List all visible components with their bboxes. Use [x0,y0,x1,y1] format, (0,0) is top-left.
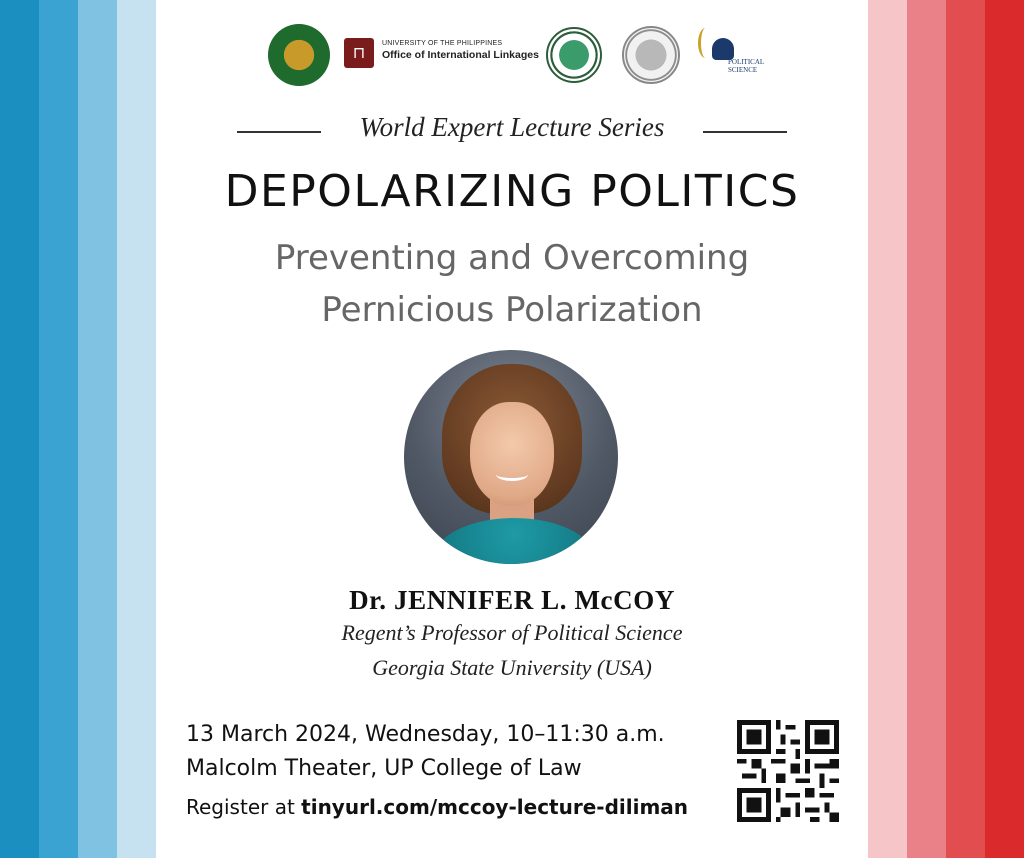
polsci-line2: SCIENCE [728,66,758,74]
speaker-affiliation: Georgia State University (USA) [372,655,652,680]
blue-stripe [0,0,39,858]
oil-unit-name: Office of International Linkages [382,49,539,61]
red-stripe [868,0,907,858]
blue-stripe [39,0,78,858]
qr-code-icon[interactable] [737,720,839,822]
subtitle-line: Pernicious Polarization [321,290,703,330]
speaker-photo [404,350,618,564]
register-label: Register at [186,795,302,819]
register-link[interactable]: tinyurl.com/mccoy-lecture-diliman [301,795,689,819]
photo-face [470,402,554,506]
series-heading [237,112,787,148]
oil-logo-icon: ⊓ [344,38,374,68]
divider [703,131,787,133]
red-stripe [907,0,946,858]
red-stripe [946,0,985,858]
laurel-icon [698,28,713,58]
oil-org-name: UNIVERSITY OF THE PHILIPPINES [382,40,503,47]
polsci-line1: POLITICAL [728,58,765,66]
blue-stripe [78,0,117,858]
photo-smile [496,468,528,481]
subtitle-line: Preventing and Overcoming [274,238,750,278]
register-line [186,795,688,819]
oil-logo-text [382,40,539,61]
photo-shirt [434,518,594,564]
event-datetime: 13 March 2024, Wednesday, 10–11:30 a.m. [186,722,665,747]
speaker-role: Regent’s Professor of Political Science [341,620,683,645]
university-seal-icon [268,24,330,86]
event-venue: Malcolm Theater, UP College of Law [186,756,582,781]
series-title: World Expert Lecture Series [359,112,665,142]
political-science-logo-icon [698,28,765,82]
green-seal-icon [546,27,602,83]
polsci-logo-text [728,58,764,74]
partner-logos [268,24,768,88]
blue-stripe [117,0,156,858]
subtitle [157,232,867,336]
page-title: DEPOLARIZING POLITICS [224,166,800,217]
figure-icon [712,38,734,60]
speaker-name: Dr. JENNIFER L. McCOY [349,585,675,615]
red-stripe [985,0,1024,858]
college-of-law-seal-icon [622,26,680,84]
